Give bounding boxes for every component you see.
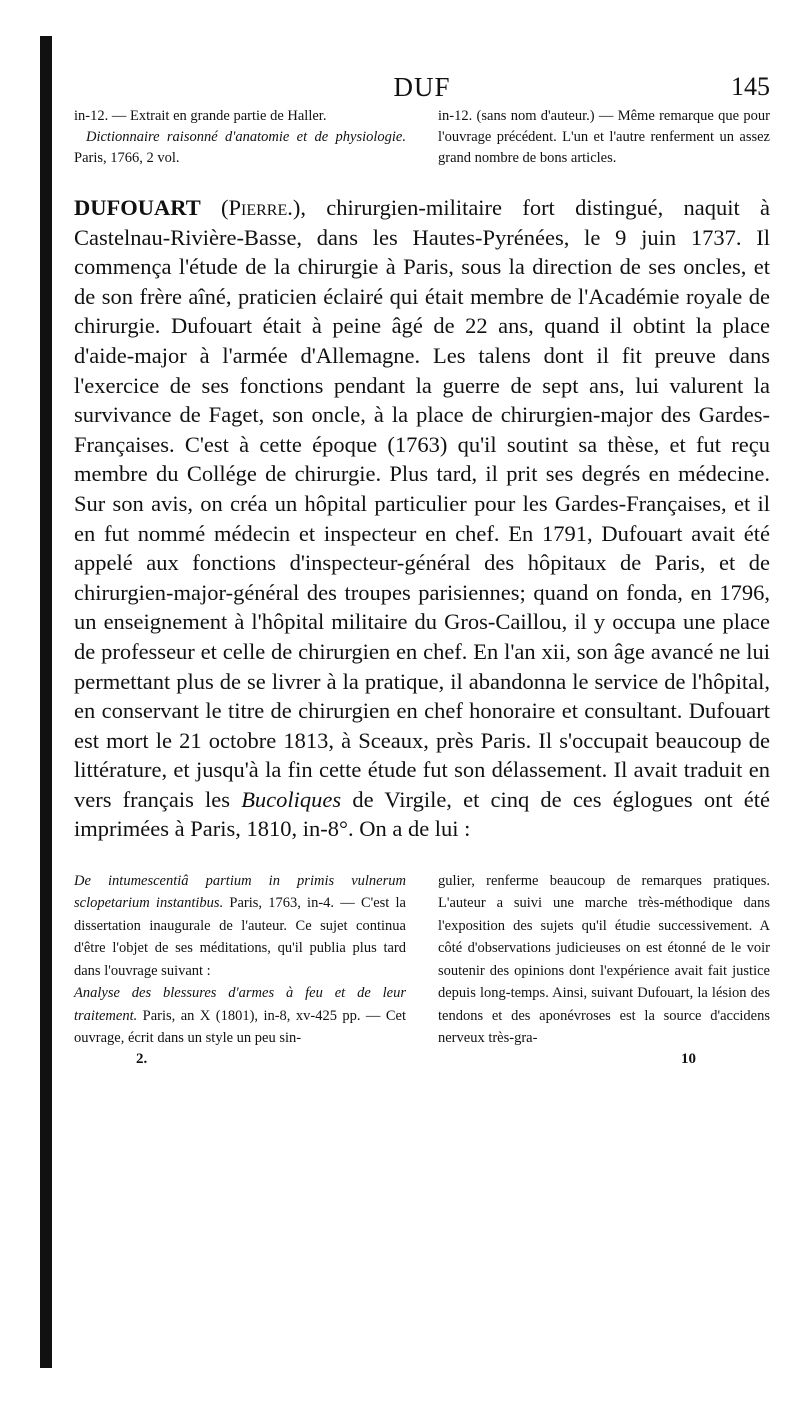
section-gap [74, 844, 770, 870]
work-title: De intumescentiâ partium in primis vulnerum sclopetarium instantibus. [74, 873, 406, 912]
bibliography-item [74, 982, 406, 1049]
running-head [74, 72, 770, 102]
page-edge-bar [40, 36, 52, 1368]
top-left-column [74, 106, 406, 169]
reference-details: Paris, 1766, 2 vol. [74, 150, 180, 166]
top-right-text: in-12. (sans nom d'auteur.) — Même remarque que pour l'ouvrage précédent. L'un et l'autre renferment un assez grand nombre de bons articles. [438, 108, 770, 166]
signature-left: 2. [136, 1051, 148, 1068]
bibliography-columns [74, 870, 770, 1049]
top-columns [74, 106, 770, 169]
running-head-title: DUF [393, 72, 451, 102]
top-right-column [438, 106, 770, 169]
work-title: Analyse des blessures d'armes à feu et de leur traitement. [74, 985, 406, 1024]
book-page [74, 72, 770, 1068]
page-number: 145 [731, 72, 770, 101]
signature-marks [74, 1051, 770, 1068]
top-left-reference [74, 127, 406, 169]
bibliography-continuation: gulier, renferme beaucoup de remarques pratiques. L'auteur a suivi une marche très-méthodique dans l'exposition des sujets qu'il étudie successivement. A côté d'observations judicieuses on est étonné de le voir soutenir des opinions dont l'expérience avait fait justice depuis long-temps. Ainsi, suivant Dufouart, la lésion des tendons et des aponévroses est la source d'accidens nerveux très-gra- [438, 873, 770, 1046]
work-details: Paris, 1763, in-4. — C'est la dissertation inaugurale de l'auteur. Ce sujet continua d'être l'objet de ses méditations, qu'il publia plus tard dans l'ouvrage suivant : [74, 895, 406, 979]
entry-paragraph [74, 193, 770, 844]
bibliography-item [74, 870, 406, 982]
entry-text-end: de Virgile, et cinq de ces églogues ont été imprimées à Paris, 1810, in-8°. On a de lui : [74, 786, 770, 842]
top-left-text: in-12. — Extrait en grande partie de Haller. [74, 108, 327, 124]
entry-forename: (Pierre.) [221, 195, 301, 220]
entry-text: , chirurgien-militaire fort distingué, naquit à Castelnau-Rivière-Basse, dans les Hautes-Pyrénées, le 9 juin 1737. Il commença l'étude de la chirurgie à Paris, sous la direction de ses oncles, et de son frère aîné, praticien éclairé qui était membre de l'Académie royale de chirurgie. Dufouart était à peine âgé de 22 ans, quand il obtint la place d'aide-major à l'armée d'Allemagne. Les talens dont il fit preuve dans l'exercice de ses fonctions pendant la guerre de sept ans, lui valurent la survivance de Faget, son oncle, à la place de chirurgien-major des Gardes-Françaises. C'est à cette époque (1763) qu'il soutint sa thèse, et fut reçu membre du Collége de chirurgie. Plus tard, il prit ses degrés en médecine. Sur son avis, on créa un hôpital particulier pour les Gardes-Françaises, et il en fut nommé médecin et inspecteur en chef. En 1791, Dufouart avait été appelé aux fonctions d'inspecteur-général des hôpitaux de Paris, et de chirurgien-major-général des troupes parisiennes; quand on fonda, en 1796, un enseignement à l'hôpital militaire du Gros-Caillou, il y occupa une place de professeur et celle de chirurgien en chef. En l'an xii, son âge avancé ne lui permettant plus de se livrer à la pratique, il abandonna le service de l'hôpital, en conservant le titre de chirurgien en chef honoraire et consultant. Dufouart est mort le 21 octobre 1813, à Sceaux, près Paris. Il s'occupait beaucoup de littérature, et jusqu'à la fin cette étude fut son délassement. Il avait traduit en vers français les [74, 195, 771, 812]
signature-right: 10 [681, 1051, 696, 1068]
bibliography-left-column [74, 870, 406, 1049]
entry-body [74, 193, 770, 844]
bibliography-right-column [438, 870, 770, 1049]
entry-work-title: Bucoliques [241, 786, 342, 812]
reference-title: Dictionnaire raisonné d'anatomie et de physiologie. [86, 129, 406, 145]
entry-surname: DUFOUART [74, 195, 201, 220]
work-details: Paris, an X (1801), in-8, xv-425 pp. — Cet ouvrage, écrit dans un style un peu sin- [74, 1007, 406, 1046]
